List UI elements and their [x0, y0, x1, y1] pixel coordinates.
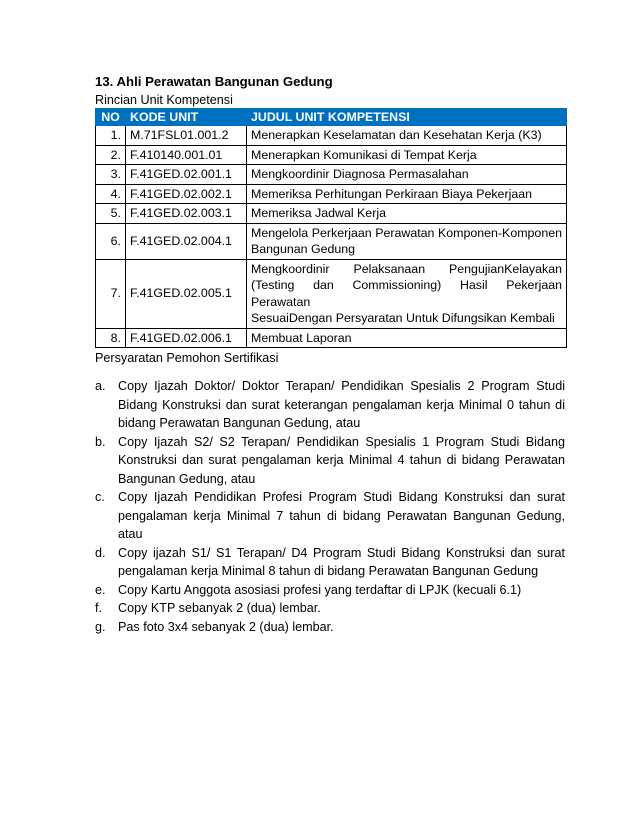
row-code: F.41GED.02.006.1 — [126, 328, 247, 348]
row-no: 5. — [96, 204, 126, 224]
row-no: 4. — [96, 184, 126, 204]
row-title — [247, 223, 567, 259]
list-marker: g. — [95, 619, 106, 634]
list-item-text: Copy Ijazah Doktor/ Doktor Terapan/ Pendidikan Spesialis 2 Program Studi Bidang Konstruksi dan surat keterangan pengalaman kerja Minimal 0 tahun di bidang Perawatan Bangunan Gedung, atau — [118, 379, 565, 430]
document-page — [95, 73, 565, 636]
list-item — [95, 599, 565, 618]
row-title: Menerapkan Komunikasi di Tempat Kerja — [247, 145, 567, 165]
row-no: 7. — [96, 259, 126, 328]
list-marker: d. — [95, 545, 106, 560]
list-item-text: Copy Ijazah S2/ S2 Terapan/ Pendidikan Spesialis 1 Program Studi Bidang Konstruksi dan surat pengalaman kerja Minimal 4 tahun di bidang Perawatan Bangunan Gedung, atau — [118, 434, 565, 486]
table-row — [96, 328, 567, 348]
row-code: F.41GED.02.002.1 — [126, 184, 247, 204]
row-title-line: Mengelola Perkerjaan Perawatan Komponen-Komponen — [251, 225, 562, 240]
list-item-text: Copy Kartu Anggota asosiasi profesi yang terdaftar di LPJK (kecuali 6.1) — [118, 582, 522, 597]
header-no: NO — [96, 109, 126, 126]
row-code: F.41GED.02.004.1 — [126, 223, 247, 259]
row-title: Menerapkan Keselamatan dan Kesehatan Kerja (K3) — [247, 126, 567, 146]
row-title — [247, 259, 567, 328]
list-item-text: Pas foto 3x4 sebanyak 2 (dua) lembar. — [118, 619, 334, 634]
row-no: 3. — [96, 165, 126, 185]
row-code: F.41GED.02.001.1 — [126, 165, 247, 185]
header-code: KODE UNIT — [126, 109, 247, 126]
list-item — [95, 581, 565, 600]
list-marker: c. — [95, 490, 105, 504]
row-title: Membuat Laporan — [247, 328, 567, 348]
header-title: JUDUL UNIT KOMPETENSI — [247, 109, 567, 126]
table-row — [96, 259, 567, 328]
row-no: 8. — [96, 328, 126, 348]
row-no: 2. — [96, 145, 126, 165]
row-title: Mengkoordinir Diagnosa Permasalahan — [247, 165, 567, 185]
row-no: 1. — [96, 126, 126, 146]
list-marker: b. — [95, 434, 106, 449]
list-item-text: Copy KTP sebanyak 2 (dua) lembar. — [118, 601, 321, 615]
row-code: M.71FSL01.001.2 — [126, 126, 247, 146]
requirements-heading: Persyaratan Pemohon Sertifikasi — [95, 351, 279, 365]
table-row — [96, 165, 567, 185]
list-item-text: Copy ijazah S1/ S1 Terapan/ D4 Program Studi Bidang Konstruksi dan surat pengalaman kerja Minimal 8 tahun di bidang Perawatan Bangunan Gedung — [118, 545, 565, 578]
row-code: F.41GED.02.005.1 — [126, 259, 247, 328]
requirements-list — [95, 377, 565, 636]
table-caption: Rincian Unit Kompetensi — [95, 93, 233, 107]
table-row — [96, 204, 567, 224]
list-item — [95, 544, 565, 581]
row-title: Memeriksa Jadwal Kerja — [247, 204, 567, 224]
table-row — [96, 184, 567, 204]
list-marker: f. — [95, 601, 102, 615]
table-header-row — [96, 109, 567, 126]
list-item — [95, 618, 565, 637]
row-title-line: Bangunan Gedung — [251, 242, 356, 256]
section-heading: 13. Ahli Perawatan Bangunan Gedung — [95, 74, 333, 89]
table-row — [96, 126, 567, 146]
row-no: 6. — [96, 223, 126, 259]
table-row — [96, 145, 567, 165]
list-item — [95, 377, 565, 433]
table-row — [96, 223, 567, 259]
row-code: F.41GED.02.003.1 — [126, 204, 247, 224]
row-code: F.410140.001.01 — [126, 145, 247, 165]
list-item-text: Copy Ijazah Pendidikan Profesi Program Studi Bidang Konstruksi dan surat pengalaman kerja Minimal 7 tahun di bidang Perawatan Bangunan Gedung, atau — [118, 490, 565, 541]
row-title-line: Mengkoordinir Pelaksanaan PengujianKelayakan — [251, 261, 562, 276]
list-item — [95, 488, 565, 544]
list-marker: e. — [95, 582, 106, 597]
row-title-line: SesuaiDengan Persyaratan Untuk Difungsikan Kembali — [251, 311, 555, 325]
list-item — [95, 433, 565, 489]
competency-unit-table — [95, 108, 567, 348]
row-title-line: (Testing dan Commissioning) Hasil Pekerjaan Perawatan — [251, 278, 562, 309]
list-marker: a. — [95, 379, 106, 393]
row-title: Memeriksa Perhitungan Perkiraan Biaya Pekerjaan — [247, 184, 567, 204]
